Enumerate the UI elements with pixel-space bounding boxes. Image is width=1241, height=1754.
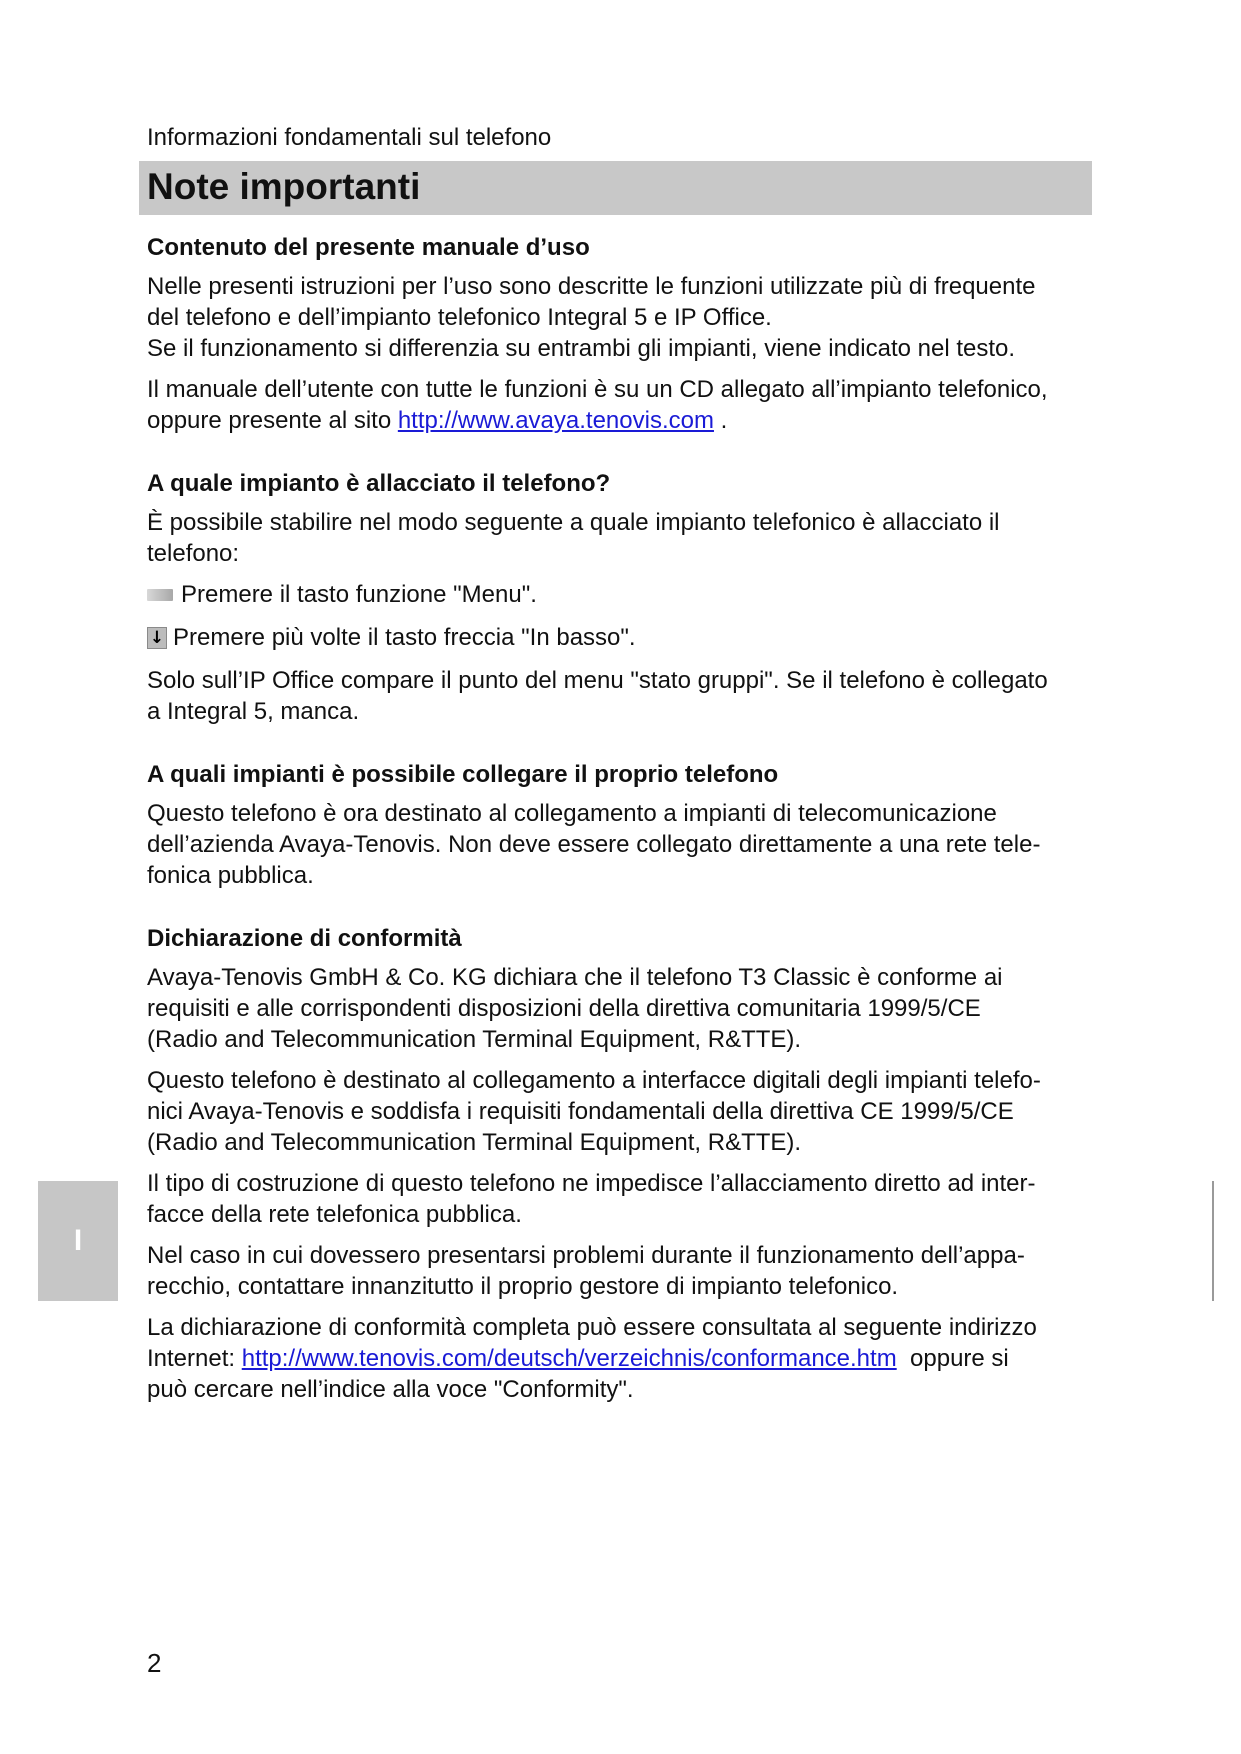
text-line: Questo telefono è destinato al collegamento a interfacce digitali degli impianti telefo-	[147, 1067, 1041, 1094]
text-line: facce della rete telefonica pubblica.	[147, 1201, 522, 1228]
section-heading-manual: Contenuto del presente manuale d’uso	[147, 234, 590, 261]
page-title: Note importanti	[147, 166, 421, 207]
language-thumb-tab	[38, 1181, 118, 1301]
section-heading-conformity: Dichiarazione di conformità	[147, 925, 462, 952]
conformity-paragraph-3	[147, 1168, 1092, 1230]
conformity-paragraph-5	[147, 1312, 1092, 1405]
page-number: 2	[147, 1648, 162, 1678]
text-line: La dichiarazione di conformità completa può essere consultata al seguente indirizzo	[147, 1314, 1037, 1341]
compatible-paragraph-1	[147, 798, 1092, 891]
text-line: può cercare nell’indice alla voce "Conformity".	[147, 1376, 634, 1403]
page-title-bar	[139, 161, 1092, 215]
text-line: fonica pubblica.	[147, 862, 314, 889]
text-line: Solo sull’IP Office compare il punto del menu "stato gruppi". Se il telefono è collegato	[147, 667, 1048, 694]
text-fragment: oppure presente al sito	[147, 407, 398, 434]
text-fragment: Internet:	[147, 1345, 242, 1372]
page-content	[147, 232, 1092, 1415]
text-line: nici Avaya-Tenovis e soddisfa i requisiti fondamentali della direttiva CE 1999/5/CE	[147, 1098, 1014, 1125]
step-menu-key	[147, 579, 1092, 610]
text-line: Il manuale dell’utente con tutte le funzioni è su un CD allegato all’impianto telefonico,	[147, 376, 1048, 403]
text-line: Il tipo di costruzione di questo telefono ne impedisce l’allacciamento diretto ad inter-	[147, 1170, 1036, 1197]
running-header: Informazioni fondamentali sul telefono	[147, 124, 552, 151]
step-text: Premere più volte il tasto freccia "In basso".	[173, 624, 636, 651]
section-spacer	[147, 901, 1092, 923]
text-fragment: .	[713, 407, 728, 434]
avaya-tenovis-link[interactable]: http://www.avaya.tenovis.com	[397, 407, 714, 434]
conformity-paragraph-4	[147, 1240, 1092, 1302]
text-line: Nelle presenti istruzioni per l’uso sono descritte le funzioni utilizzate più di frequente	[147, 273, 1036, 300]
text-line: del telefono e dell’impianto telefonico Integral 5 e IP Office.	[147, 304, 772, 331]
text-line: (Radio and Telecommunication Terminal Equipment, R&TTE).	[147, 1026, 802, 1053]
section-heading-compatible: A quali impianti è possibile collegare il proprio telefono	[147, 761, 779, 788]
text-line: requisiti e alle corrispondenti disposizioni della direttiva comunitaria 1999/5/CE	[147, 995, 981, 1022]
text-fragment: oppure si	[896, 1345, 1009, 1372]
text-line: Nel caso in cui dovessero presentarsi problemi durante il funzionamento dell’appa-	[147, 1242, 1025, 1269]
conformance-link[interactable]: http://www.tenovis.com/deutsch/verzeichnis/conformance.htm	[241, 1345, 897, 1372]
text-line: (Radio and Telecommunication Terminal Equipment, R&TTE).	[147, 1129, 802, 1156]
section-spacer	[147, 446, 1092, 468]
section-spacer	[147, 737, 1092, 759]
text-line: Questo telefono è ora destinato al collegamento a impianti di telecomunicazione	[147, 800, 997, 827]
text-line: recchio, contattare innanzitutto il proprio gestore di impianto telefonico.	[147, 1273, 899, 1300]
arrow-down-key-icon: ↓	[147, 627, 167, 649]
function-key-icon	[147, 589, 173, 601]
which-system-paragraph-1	[147, 507, 1092, 569]
which-system-paragraph-2	[147, 665, 1092, 727]
section-heading-which-system: A quale impianto è allacciato il telefono?	[147, 470, 611, 497]
manual-paragraph-2	[147, 374, 1092, 436]
thumb-tab-label: I	[73, 1224, 83, 1257]
conformity-paragraph-2	[147, 1065, 1092, 1158]
margin-rule	[1212, 1181, 1214, 1301]
text-line: Se il funzionamento si differenzia su entrambi gli impianti, viene indicato nel testo.	[147, 335, 1016, 362]
text-line: dell’azienda Avaya-Tenovis. Non deve essere collegato direttamente a una rete tele-	[147, 831, 1041, 858]
step-text: Premere il tasto funzione "Menu".	[181, 581, 537, 608]
text-line: a Integral 5, manca.	[147, 698, 360, 725]
text-line: telefono:	[147, 540, 240, 567]
step-arrow-key	[147, 622, 1092, 653]
manual-paragraph-1	[147, 271, 1092, 364]
text-line: È possibile stabilire nel modo seguente a quale impianto telefonico è allacciato il	[147, 509, 1000, 536]
text-line: Avaya-Tenovis GmbH & Co. KG dichiara che il telefono T3 Classic è conforme ai	[147, 964, 1003, 991]
conformity-paragraph-1	[147, 962, 1092, 1055]
